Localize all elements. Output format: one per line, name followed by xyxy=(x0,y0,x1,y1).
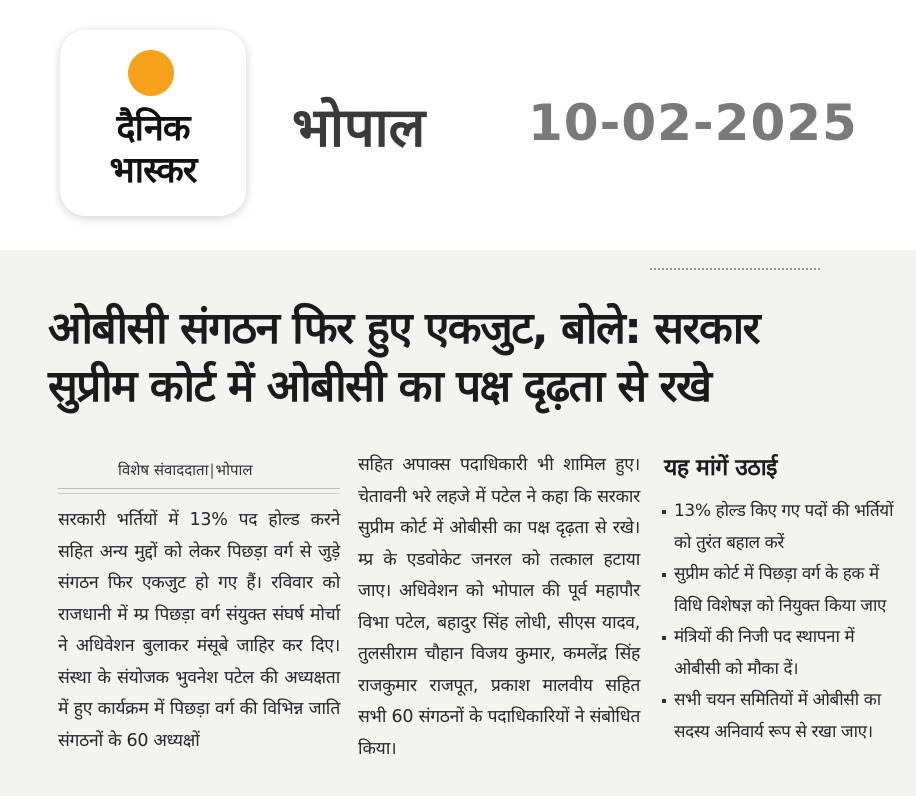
headline-line-1: ओबीसी संगठन फिर हुए एकजुट, बोले: सरकार xyxy=(48,303,760,354)
article-column-1 xyxy=(58,505,340,757)
byline-rule xyxy=(58,488,340,489)
demand-item: सुप्रीम कोर्ट में पिछड़ा वर्ग के हक में विधि विशेषज्ञ को नियुक्त किया जाए xyxy=(662,559,900,622)
column-1-text: सरकारी भर्तियों में 13% पद होल्ड करने सहित अन्य मुद्दों को लेकर पिछड़ा वर्ग से जुड़े संगठन फिर एकजुट हो गए हैं। रविवार को राजधानी में म्प्र पिछड़ा वर्ग संयुक्त संघर्ष मोर्चा ने अधिवेशन बुलाकर मंसूबे जाहिर कर दिए। संस्था के संयोजक भुवनेश पटेल की अध्यक्षता में हुए कार्यक्रम में पिछड़ा वर्ग की विभिन्न जाति संगठनों के 60 अध्यक्षों xyxy=(58,510,340,751)
edition-city: भोपाल xyxy=(292,96,426,159)
sun-icon xyxy=(128,50,174,96)
demand-item: मंत्रियों की निजी पद स्थापना में ओबीसी को मौका दें। xyxy=(662,622,900,685)
article-column-2 xyxy=(358,450,640,765)
logo-text-line2: भास्कर xyxy=(109,150,197,191)
article-headline xyxy=(48,300,898,416)
logo-text-line1: दैनिक xyxy=(116,108,190,149)
demand-item: सभी चयन समितियों में ओबीसी का सदस्य अनिवार्य रूप से रखा जाए। xyxy=(662,685,900,748)
byline: विशेष संवाददाता|भोपाल xyxy=(118,461,253,479)
byline-rule-secondary xyxy=(58,493,340,494)
byline-place: भोपाल xyxy=(215,461,253,479)
byline-role: विशेष संवाददाता xyxy=(118,461,209,479)
headline-line-2: सुप्रीम कोर्ट में ओबीसी का पक्ष दृढ़ता से रखे xyxy=(48,361,711,412)
byline-block xyxy=(58,454,340,494)
clipping-edge-fragment xyxy=(650,268,820,270)
dainik-bhaskar-logo xyxy=(60,30,246,216)
demands-sidebar xyxy=(660,450,900,748)
demand-item: 13% होल्ड किए गए पदों की भर्तियों को तुरंत बहाल करें xyxy=(662,496,900,559)
edition-date: 10-02-2025 xyxy=(528,94,858,152)
demands-list xyxy=(660,496,900,748)
column-2-text: सहित अपाक्स पदाधिकारी भी शामिल हुए। चेतावनी भरे लहजे में पटेल ने कहा कि सरकार सुप्रीम कोर्ट में ओबीसी का पक्ष दृढ़ता से रखे। म्प्र के एडवोकेट जनरल को तत्काल हटाया जाए। अधिवेशन को भोपाल की पूर्व महापौर विभा पटेल, बहादुर सिंह लोधी, सीएस यादव, तुलसीराम चौहान विजय कुमार, कमलेंद्र सिंह राजकुमार राजपूत, प्रकाश मालवीय सहित सभी 60 संगठनों के पदाधिकारियों ने संबोधित किया। xyxy=(358,455,640,759)
sidebar-title: यह मांगें उठाई xyxy=(664,455,777,481)
news-clipping xyxy=(0,250,916,796)
